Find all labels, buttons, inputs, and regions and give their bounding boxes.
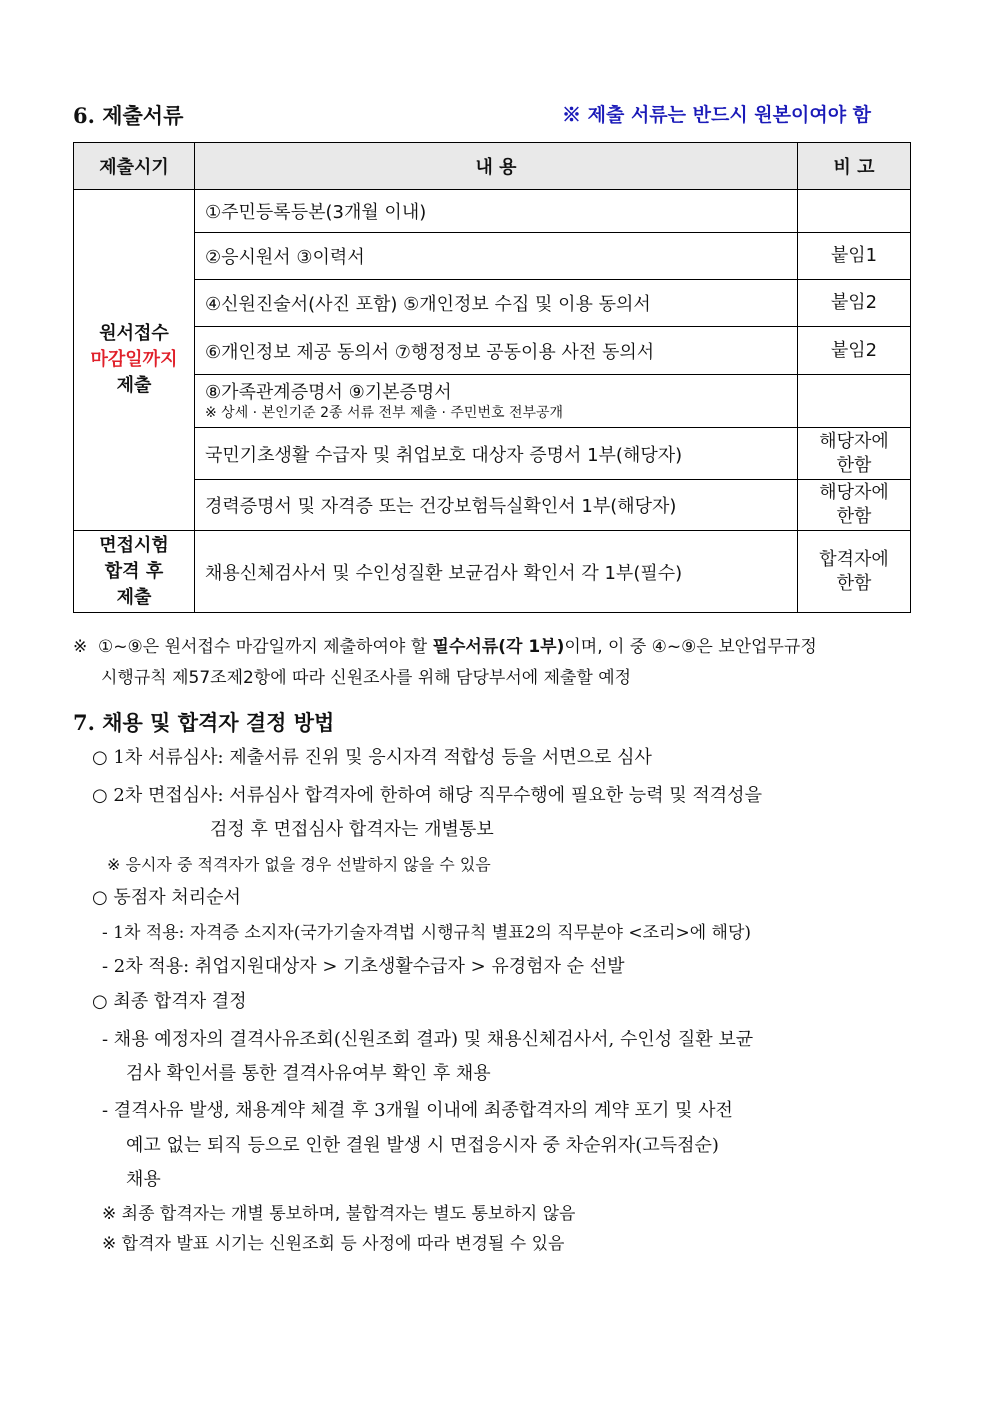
list-item: 검정 후 면접심사 합격자는 개별통보 xyxy=(210,819,494,840)
row-subnote: ※ 상세 · 본인기준 2종 서류 전부 제출 · 주민번호 전부공개 xyxy=(205,405,564,421)
row-remark: 합격자에 한함 xyxy=(798,531,911,613)
list-note: ※ 응시자 중 적격자가 없을 경우 선발하지 않을 수 있음 xyxy=(107,855,491,874)
table-footnote: ※ ①~⑨은 원서접수 마감일까지 제출하여야 할 필수서류(각 1부)이며, 이 중 ④~⑨은 보안업무규정 시행규칙 제57조제2항에 따라 신원조사를 위해 담당부서에 제출할 예정 xyxy=(73,637,817,688)
list-item: ○ 2차 면접심사: 서류심사 합격자에 한하여 해당 직무수행에 필요한 능력 및 적격성을 xyxy=(92,785,762,806)
section6-title: 6. 제출서류 xyxy=(73,103,184,128)
row-remark xyxy=(798,375,911,428)
row-content: 국민기초생활 수급자 및 취업보호 대상자 증명서 1부(해당자) xyxy=(195,428,798,480)
list-item: - 2차 적용: 취업지원대상자 > 기초생활수급자 > 유경험자 순 선발 xyxy=(102,956,625,977)
table-row xyxy=(74,531,911,613)
submission-documents-table xyxy=(73,142,911,613)
row-remark: 붙임2 xyxy=(798,327,911,375)
row-content: 채용신체검사서 및 수인성질환 보균검사 확인서 각 1부(필수) xyxy=(195,531,798,613)
phase-after-interview: 면접시험 합격 후 제출 xyxy=(74,531,195,613)
list-note: ※ 최종 합격자는 개별 통보하며, 불합격자는 별도 통보하지 않음 xyxy=(102,1204,576,1224)
table-row xyxy=(74,375,911,428)
row-content: ②응시원서 ③이력서 xyxy=(195,233,798,280)
row-content: ⑧가족관계증명서 ⑨기본증명서 ※ 상세 · 본인기준 2종 서류 전부 제출 · 주민번호 전부공개 xyxy=(195,375,798,428)
row-content: ⑥개인정보 제공 동의서 ⑦행정정보 공동이용 사전 동의서 xyxy=(195,327,798,375)
list-item: - 결격사유 발생, 채용계약 체결 후 3개월 이내에 최종합격자의 계약 포기 및 사전 xyxy=(102,1100,733,1121)
row-remark: 붙임1 xyxy=(798,233,911,280)
phase-application-deadline: 원서접수 마감일까지 제출 xyxy=(74,190,195,531)
row-content: 경력증명서 및 자격증 또는 건강보험득실확인서 1부(해당자) xyxy=(195,480,798,531)
header-content: 내 용 xyxy=(195,143,798,190)
list-item: - 1차 적용: 자격증 소지자(국가기술자격법 시행규칙 별표2의 직무분야 <조리>에 해당) xyxy=(102,923,751,943)
header-remark: 비 고 xyxy=(798,143,911,190)
table-row xyxy=(74,480,911,531)
original-required-notice: ※ 제출 서류는 반드시 원본이여야 함 xyxy=(562,104,872,126)
row-remark xyxy=(798,190,911,233)
table-row xyxy=(74,327,911,375)
row-content: ④신원진술서(사진 포함) ⑤개인정보 수집 및 이용 동의서 xyxy=(195,280,798,327)
table-row xyxy=(74,428,911,480)
row-remark: 해당자에 한함 xyxy=(798,428,911,480)
list-item: 검사 확인서를 통한 결격사유여부 확인 후 채용 xyxy=(126,1063,491,1084)
table-row xyxy=(74,233,911,280)
table-row xyxy=(74,190,911,233)
table-header-row xyxy=(74,143,911,190)
list-note: ※ 합격자 발표 시기는 신원조회 등 사정에 따라 변경될 수 있음 xyxy=(102,1234,565,1254)
section7-title: 7. 채용 및 합격자 결정 방법 xyxy=(73,710,335,735)
list-item: 채용 xyxy=(126,1169,161,1190)
row-content: ①주민등록등본(3개월 이내) xyxy=(195,190,798,233)
list-item: ○ 동점자 처리순서 xyxy=(92,887,241,908)
row-remark: 붙임2 xyxy=(798,280,911,327)
list-item: ○ 1차 서류심사: 제출서류 진위 및 응시자격 적합성 등을 서면으로 심사 xyxy=(92,747,652,768)
list-item: 예고 없는 퇴직 등으로 인한 결원 발생 시 면접응시자 중 차순위자(고득점순) xyxy=(126,1135,719,1156)
header-submission-time: 제출시기 xyxy=(74,143,195,190)
list-item: ○ 최종 합격자 결정 xyxy=(92,991,247,1012)
row-remark: 해당자에 한함 xyxy=(798,480,911,531)
list-item: - 채용 예정자의 결격사유조회(신원조회 결과) 및 채용신체검사서, 수인성 질환 보균 xyxy=(102,1029,754,1050)
table-row xyxy=(74,280,911,327)
